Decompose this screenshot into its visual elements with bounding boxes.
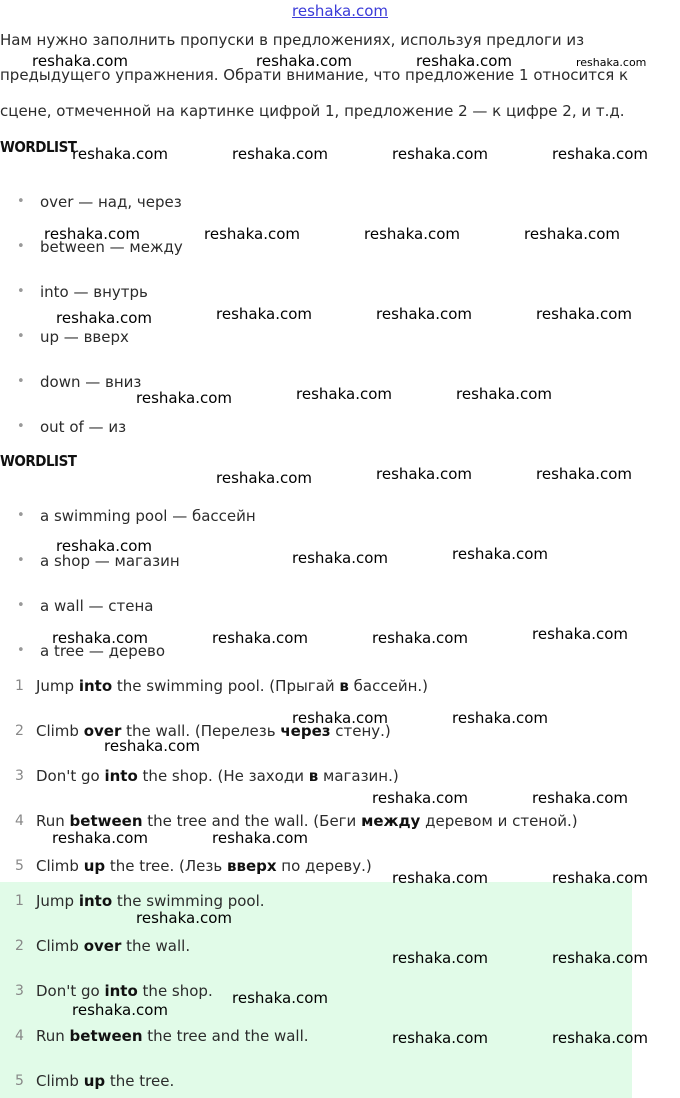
watermark: reshaka.com bbox=[392, 1029, 488, 1047]
watermark: reshaka.com bbox=[576, 56, 647, 69]
watermark: reshaka.com bbox=[136, 389, 232, 407]
wordlist-1-item: up — вверх bbox=[40, 328, 129, 346]
watermark: reshaka.com bbox=[372, 789, 468, 807]
wordlist-1-item: down — вниз bbox=[40, 373, 142, 391]
sentence-number: 1 bbox=[15, 893, 24, 909]
intro-line-1: Нам нужно заполнить пропуски в предложениях, используя предлоги из bbox=[0, 31, 585, 49]
translated-sentence: Run between the tree and the wall. (Беги между деревом и стеной.) bbox=[36, 812, 578, 830]
watermark: reshaka.com bbox=[32, 52, 128, 70]
wordlist-1-item: over — над, через bbox=[40, 193, 182, 211]
answer-sentence: Climb up the tree. bbox=[36, 1072, 175, 1090]
sentence-number: 2 bbox=[15, 723, 24, 739]
watermark: reshaka.com bbox=[376, 305, 472, 323]
watermark: reshaka.com bbox=[452, 545, 548, 563]
sentence-number: 1 bbox=[15, 678, 24, 694]
watermark: reshaka.com bbox=[532, 789, 628, 807]
watermark: reshaka.com bbox=[232, 989, 328, 1007]
watermark: reshaka.com bbox=[392, 145, 488, 163]
answer-sentence: Run between the tree and the wall. bbox=[36, 1027, 309, 1045]
wordlist-1-item: out of — из bbox=[40, 418, 127, 436]
watermark: reshaka.com bbox=[72, 145, 168, 163]
intro-line-2: предыдущего упражнения. Обрати внимание, что предложение 1 относится к bbox=[0, 66, 629, 84]
watermark: reshaka.com bbox=[56, 309, 152, 327]
bullet-icon: • bbox=[17, 329, 25, 344]
watermark: reshaka.com bbox=[232, 145, 328, 163]
wordlist-2-title: WORDLIST bbox=[0, 452, 77, 470]
sentence-number: 4 bbox=[15, 1028, 24, 1044]
watermark: reshaka.com bbox=[536, 465, 632, 483]
bullet-icon: • bbox=[17, 508, 25, 523]
watermark: reshaka.com bbox=[392, 949, 488, 967]
wordlist-2-item: a shop — магазин bbox=[40, 552, 180, 570]
translated-sentence: Climb over the wall. (Перелезь через стену.) bbox=[36, 722, 391, 740]
watermark: reshaka.com bbox=[72, 1001, 168, 1019]
site-link[interactable]: reshaka.com bbox=[292, 2, 388, 20]
translated-sentence: Don't go into the shop. (Не заходи в магазин.) bbox=[36, 767, 399, 785]
watermark: reshaka.com bbox=[104, 737, 200, 755]
wordlist-2-item: a tree — дерево bbox=[40, 642, 166, 660]
translated-sentence: Jump into the swimming pool. (Прыгай в бассейн.) bbox=[36, 677, 429, 695]
watermark: reshaka.com bbox=[296, 385, 392, 403]
watermark: reshaka.com bbox=[52, 629, 148, 647]
watermark: reshaka.com bbox=[372, 629, 468, 647]
watermark: reshaka.com bbox=[532, 625, 628, 643]
answer-sentence: Jump into the swimming pool. bbox=[36, 892, 265, 910]
watermark: reshaka.com bbox=[536, 305, 632, 323]
bullet-icon: • bbox=[17, 553, 25, 568]
watermark: reshaka.com bbox=[552, 949, 648, 967]
watermark: reshaka.com bbox=[216, 305, 312, 323]
watermark: reshaka.com bbox=[212, 629, 308, 647]
wordlist-2-item: a swimming pool — бассейн bbox=[40, 507, 256, 525]
wordlist-2-item: a wall — стена bbox=[40, 597, 154, 615]
wordlist-1-item: into — внутрь bbox=[40, 283, 148, 301]
watermark: reshaka.com bbox=[292, 709, 388, 727]
bullet-icon: • bbox=[17, 284, 25, 299]
answer-sentence: Climb over the wall. bbox=[36, 937, 191, 955]
sentence-number: 2 bbox=[15, 938, 24, 954]
bullet-icon: • bbox=[17, 239, 25, 254]
watermark: reshaka.com bbox=[56, 537, 152, 555]
watermark: reshaka.com bbox=[452, 709, 548, 727]
watermark: reshaka.com bbox=[44, 225, 140, 243]
wordlist-1-title: WORDLIST bbox=[0, 138, 77, 156]
watermark: reshaka.com bbox=[136, 909, 232, 927]
watermark: reshaka.com bbox=[212, 829, 308, 847]
bullet-icon: • bbox=[17, 194, 25, 209]
watermark: reshaka.com bbox=[392, 869, 488, 887]
wordlist-1-item: between — между bbox=[40, 238, 183, 256]
watermark: reshaka.com bbox=[376, 465, 472, 483]
sentence-number: 3 bbox=[15, 768, 24, 784]
bullet-icon: • bbox=[17, 374, 25, 389]
intro-line-3: сцене, отмеченной на картинке цифрой 1, предложение 2 — к цифре 2, и т.д. bbox=[0, 102, 625, 120]
sentence-number: 3 bbox=[15, 983, 24, 999]
watermark: reshaka.com bbox=[416, 52, 512, 70]
watermark: reshaka.com bbox=[364, 225, 460, 243]
watermark: reshaka.com bbox=[456, 385, 552, 403]
watermark: reshaka.com bbox=[216, 469, 312, 487]
bullet-icon: • bbox=[17, 643, 25, 658]
watermark: reshaka.com bbox=[256, 52, 352, 70]
answer-sentence: Don't go into the shop. bbox=[36, 982, 213, 1000]
bullet-icon: • bbox=[17, 598, 25, 613]
watermark: reshaka.com bbox=[524, 225, 620, 243]
translated-sentence: Climb up the tree. (Лезь вверх по дереву.) bbox=[36, 857, 372, 875]
sentence-number: 4 bbox=[15, 813, 24, 829]
sentence-number: 5 bbox=[15, 858, 24, 874]
watermark: reshaka.com bbox=[52, 829, 148, 847]
watermark: reshaka.com bbox=[552, 145, 648, 163]
watermark: reshaka.com bbox=[552, 1029, 648, 1047]
bullet-icon: • bbox=[17, 419, 25, 434]
watermark: reshaka.com bbox=[292, 549, 388, 567]
watermark: reshaka.com bbox=[552, 869, 648, 887]
sentence-number: 5 bbox=[15, 1073, 24, 1089]
watermark: reshaka.com bbox=[204, 225, 300, 243]
